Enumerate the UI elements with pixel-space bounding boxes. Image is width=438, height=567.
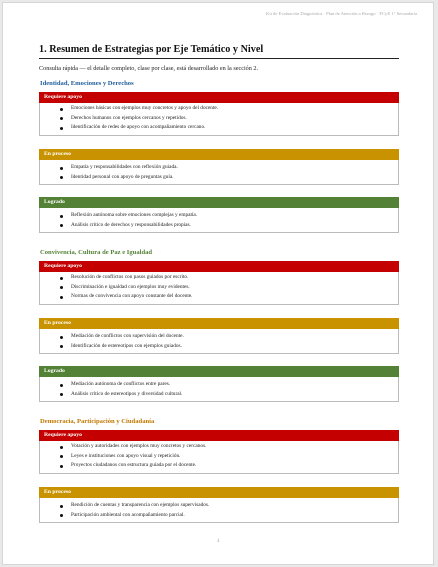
bullet-icon — [60, 446, 63, 449]
strategy-list — [39, 377, 399, 402]
bullet-icon — [60, 465, 63, 468]
list-item: Análisis crítico de derechos y responsabilidades propias. — [40, 221, 398, 231]
list-item: Análisis crítico de estereotipos y diversidad cultural. — [40, 390, 398, 400]
bullet-icon — [60, 127, 63, 130]
bullet-icon — [60, 167, 63, 170]
level-block-logrado — [39, 197, 399, 233]
level-bar: En proceso — [39, 318, 399, 329]
list-item: Empatía y responsabilidades con reflexión guiada. — [40, 163, 398, 173]
level-block-en-proceso — [39, 149, 399, 185]
list-item: Participación ambiental con acompañamiento parcial. — [40, 511, 398, 521]
bullet-icon — [60, 296, 63, 299]
section-title: Democracia, Participación y Ciudadanía — [40, 418, 155, 425]
level-bar: Logrado — [39, 197, 399, 208]
level-block-requiere-apoyo — [39, 261, 399, 305]
list-item: Identificación de redes de apoyo con acompañamiento cercano. — [40, 123, 398, 133]
intro-text: Consulta rápida — el detalle completo, clase por clase, está desarrollado en la sección 2. — [39, 65, 259, 72]
list-item: Derechos humanos con ejemplos cercanos y repetidos. — [40, 114, 398, 124]
bullet-icon — [60, 505, 63, 508]
bullet-icon — [60, 215, 63, 218]
level-block-logrado — [39, 366, 399, 402]
running-header: Kit de Evaluación Diagnóstica · Plan de Atención a Rezago · FCyE 1° Secundaria — [266, 11, 417, 16]
document-page — [2, 2, 434, 565]
strategy-list — [39, 441, 399, 474]
bullet-icon — [60, 224, 63, 227]
list-item: Normas de convivencia con apoyo constante del docente. — [40, 292, 398, 302]
strategy-list — [39, 329, 399, 354]
bullet-icon — [60, 514, 63, 517]
strategy-list — [39, 160, 399, 185]
list-item: Emociones básicas con ejemplos muy concretos y apoyo del docente. — [40, 104, 398, 114]
bullet-icon — [60, 345, 63, 348]
list-item: Discriminación e igualdad con ejemplos muy evidentes. — [40, 283, 398, 293]
list-item: Resolución de conflictos con pasos guiados por escrito. — [40, 273, 398, 283]
bullet-icon — [60, 176, 63, 179]
bullet-icon — [60, 393, 63, 396]
level-bar: En proceso — [39, 487, 399, 498]
list-item: Identificación de estereotipos con ejemplos guiados. — [40, 342, 398, 352]
list-item: Identidad personal con apoyo de preguntas guía. — [40, 173, 398, 183]
page-number: 4 — [217, 539, 220, 544]
list-item: Votación y autoridades con ejemplos muy concretos y cercanos. — [40, 442, 398, 452]
level-block-en-proceso — [39, 487, 399, 523]
section-title: Identidad, Emociones y Derechos — [40, 80, 134, 87]
level-bar: Requiere apoyo — [39, 92, 399, 103]
level-block-requiere-apoyo — [39, 92, 399, 136]
bullet-icon — [60, 277, 63, 280]
level-block-requiere-apoyo — [39, 430, 399, 474]
level-bar: Logrado — [39, 366, 399, 377]
strategy-list — [39, 498, 399, 523]
level-bar: Requiere apoyo — [39, 261, 399, 272]
bullet-icon — [60, 286, 63, 289]
page-title: 1. Resumen de Estrategias por Eje Temático y Nivel — [39, 44, 399, 59]
strategy-list — [39, 272, 399, 305]
level-block-en-proceso — [39, 318, 399, 354]
strategy-list — [39, 208, 399, 233]
bullet-icon — [60, 108, 63, 111]
section-title: Convivencia, Cultura de Paz e Igualdad — [40, 249, 153, 256]
bullet-icon — [60, 455, 63, 458]
bullet-icon — [60, 336, 63, 339]
list-item: Proyectos ciudadanos con estructura guiada por el docente. — [40, 461, 398, 471]
bullet-icon — [60, 384, 63, 387]
list-item: Mediación autónoma de conflictos entre pares. — [40, 380, 398, 390]
list-item: Reflexión autónoma sobre emociones complejas y empatía. — [40, 211, 398, 221]
level-bar: En proceso — [39, 149, 399, 160]
strategy-list — [39, 103, 399, 136]
list-item: Rendición de cuentas y transparencia con ejemplos supervisados. — [40, 501, 398, 511]
list-item: Mediación de conflictos con supervisión del docente. — [40, 332, 398, 342]
level-bar: Requiere apoyo — [39, 430, 399, 441]
bullet-icon — [60, 117, 63, 120]
list-item: Leyes e instituciones con apoyo visual y repetición. — [40, 452, 398, 462]
